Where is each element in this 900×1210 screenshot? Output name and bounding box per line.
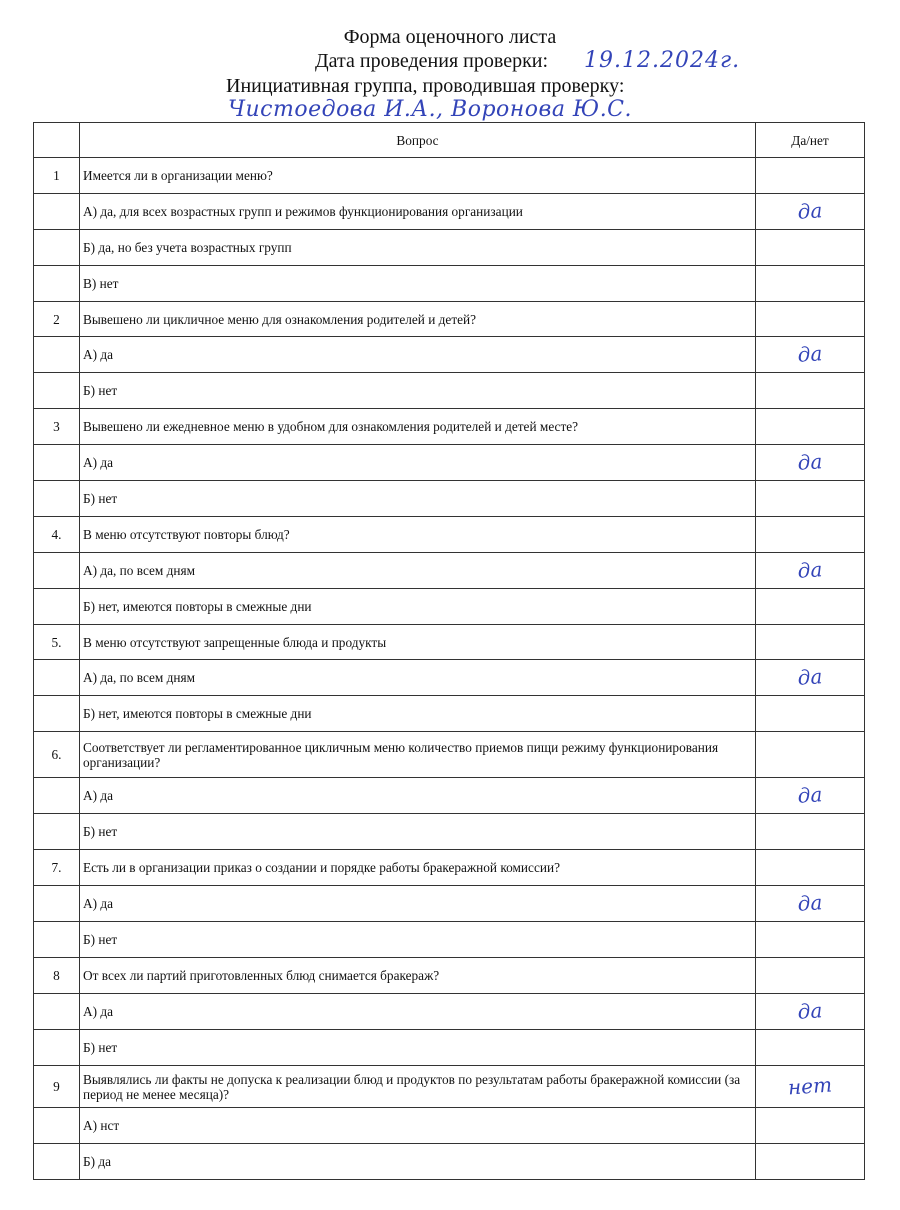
answer-cell [756, 1108, 865, 1144]
table-row [34, 230, 865, 266]
row-number: 5. [34, 625, 80, 660]
answer-cell [756, 266, 865, 302]
table-row [34, 589, 865, 625]
handwritten-answer: да [796, 557, 824, 583]
table-row [34, 158, 865, 194]
table-row [34, 778, 865, 814]
handwritten-group-names: Чистоедова И.А., Воронова Ю.С. [228, 97, 633, 122]
table-row [34, 886, 865, 922]
handwritten-answer: нет [787, 1072, 833, 1100]
row-number [34, 266, 80, 302]
answer-cell [756, 553, 865, 589]
header-number-cell [34, 123, 80, 158]
answer-cell [756, 732, 865, 778]
handwritten-answer: да [796, 782, 824, 808]
answer-cell [756, 481, 865, 517]
table-row [34, 517, 865, 553]
row-number [34, 337, 80, 373]
answer-cell [756, 445, 865, 481]
handwritten-answer [759, 172, 861, 179]
handwritten-answer: да [796, 449, 824, 475]
handwritten-answer [759, 936, 861, 943]
row-number: 8 [34, 958, 80, 994]
row-number [34, 445, 80, 481]
answer-cell [756, 994, 865, 1030]
row-number [34, 481, 80, 517]
table-row [34, 266, 865, 302]
handwritten-answer: да [796, 341, 824, 367]
question-text: Вывешено ли цикличное меню для ознакомления родителей и детей? [80, 302, 756, 337]
answer-cell [756, 1144, 865, 1180]
answer-cell [756, 696, 865, 732]
table-row [34, 194, 865, 230]
answer-cell [756, 814, 865, 850]
header-answer-cell: Да/нет [756, 123, 865, 158]
handwritten-answer [759, 423, 861, 430]
answer-cell [756, 886, 865, 922]
row-number: 4. [34, 517, 80, 553]
handwritten-answer [759, 710, 861, 717]
row-number: 1 [34, 158, 80, 194]
answer-cell [756, 958, 865, 994]
row-number: 2 [34, 302, 80, 337]
question-text: Б) да [80, 1144, 756, 1180]
answer-cell [756, 337, 865, 373]
handwritten-answer [759, 1158, 861, 1165]
table-row [34, 409, 865, 445]
table-row [34, 850, 865, 886]
handwritten-answer [759, 1044, 861, 1051]
row-number [34, 886, 80, 922]
question-text: А) да [80, 886, 756, 922]
handwritten-answer [759, 751, 861, 758]
question-text: В) нет [80, 266, 756, 302]
question-text: А) да, по всем дням [80, 553, 756, 589]
question-text: А) да [80, 337, 756, 373]
handwritten-answer [759, 280, 861, 287]
table-row [34, 922, 865, 958]
answer-cell [756, 302, 865, 337]
question-text: Б) нет [80, 373, 756, 409]
answer-cell [756, 373, 865, 409]
table-header-row [34, 123, 865, 158]
answer-cell [756, 589, 865, 625]
table-row [34, 481, 865, 517]
answer-cell [756, 1030, 865, 1066]
question-text: Есть ли в организации приказ о создании и порядке работы бракеражной комиссии? [80, 850, 756, 886]
answer-cell [756, 194, 865, 230]
answer-cell [756, 850, 865, 886]
row-number [34, 230, 80, 266]
question-text: В меню отсутствуют запрещенные блюда и продукты [80, 625, 756, 660]
header-question-cell: Вопрос [80, 123, 756, 158]
question-text: В меню отсутствуют повторы блюд? [80, 517, 756, 553]
table-row [34, 625, 865, 660]
table-row [34, 1108, 865, 1144]
answer-cell [756, 922, 865, 958]
row-number: 9 [34, 1066, 80, 1108]
row-number: 3 [34, 409, 80, 445]
row-number: 7. [34, 850, 80, 886]
row-number [34, 1108, 80, 1144]
row-number [34, 994, 80, 1030]
answer-cell [756, 625, 865, 660]
handwritten-answer [759, 1122, 861, 1129]
question-text: От всех ли партий приготовленных блюд снимается бракераж? [80, 958, 756, 994]
handwritten-answer: да [796, 890, 824, 916]
table-row [34, 696, 865, 732]
handwritten-answer [759, 603, 861, 610]
handwritten-answer [759, 972, 861, 979]
question-text: Вывешено ли ежедневное меню в удобном для ознакомления родителей и детей месте? [80, 409, 756, 445]
evaluation-table [33, 122, 865, 1180]
question-text: Б) нет [80, 814, 756, 850]
question-text: А) да [80, 445, 756, 481]
table-row [34, 732, 865, 778]
question-text: А) да [80, 994, 756, 1030]
answer-cell [756, 517, 865, 553]
table-row [34, 373, 865, 409]
handwritten-answer [759, 638, 861, 645]
row-number [34, 1030, 80, 1066]
handwritten-answer: да [796, 998, 824, 1024]
table-row [34, 994, 865, 1030]
question-text: А) нст [80, 1108, 756, 1144]
table-row [34, 958, 865, 994]
table-row [34, 1030, 865, 1066]
question-text: А) да, по всем дням [80, 660, 756, 696]
handwritten-answer [759, 244, 861, 251]
row-number [34, 660, 80, 696]
row-number [34, 553, 80, 589]
question-text: Б) нет, имеются повторы в смежные дни [80, 589, 756, 625]
table-row [34, 445, 865, 481]
handwritten-answer: да [796, 664, 824, 690]
question-text: А) да, для всех возрастных групп и режимов функционирования организации [80, 194, 756, 230]
handwritten-answer [759, 531, 861, 538]
answer-cell [756, 409, 865, 445]
row-number [34, 373, 80, 409]
form-title: Форма оценочного листа [343, 26, 557, 48]
answer-cell [756, 230, 865, 266]
handwritten-answer [759, 828, 861, 835]
question-text: Выявлялись ли факты не допуска к реализации блюд и продуктов по результатам работы бракеражной комиссии (за период не менее месяца)? [80, 1066, 756, 1108]
handwritten-answer [759, 387, 861, 394]
question-text: А) да [80, 778, 756, 814]
row-number [34, 589, 80, 625]
answer-cell [756, 1066, 865, 1108]
table-row [34, 302, 865, 337]
date-label: Дата проведения проверки: [315, 50, 549, 72]
question-text: Б) нет [80, 1030, 756, 1066]
row-number [34, 696, 80, 732]
row-number [34, 814, 80, 850]
row-number [34, 778, 80, 814]
question-text: Имеется ли в организации меню? [80, 158, 756, 194]
question-text: Б) да, но без учета возрастных групп [80, 230, 756, 266]
question-text: Соответствует ли регламентированное цикличным меню количество приемов пищи режиму функционирования организации? [80, 732, 756, 778]
group-label: Инициативная группа, проводившая проверку: [226, 75, 625, 97]
question-text: Б) нет [80, 481, 756, 517]
row-number [34, 922, 80, 958]
handwritten-answer [759, 315, 861, 322]
table-row [34, 814, 865, 850]
handwritten-answer [759, 864, 861, 871]
table-row [34, 1066, 865, 1108]
table-row [34, 1144, 865, 1180]
answer-cell [756, 778, 865, 814]
answer-cell [756, 660, 865, 696]
handwritten-answer [759, 495, 861, 502]
row-number [34, 194, 80, 230]
row-number: 6. [34, 732, 80, 778]
table-row [34, 337, 865, 373]
row-number [34, 1144, 80, 1180]
table-row [34, 660, 865, 696]
answer-cell [756, 158, 865, 194]
table-row [34, 553, 865, 589]
question-text: Б) нет, имеются повторы в смежные дни [80, 696, 756, 732]
handwritten-date: 19.12.2024г. [584, 48, 741, 73]
handwritten-answer: да [796, 198, 824, 224]
question-text: Б) нет [80, 922, 756, 958]
